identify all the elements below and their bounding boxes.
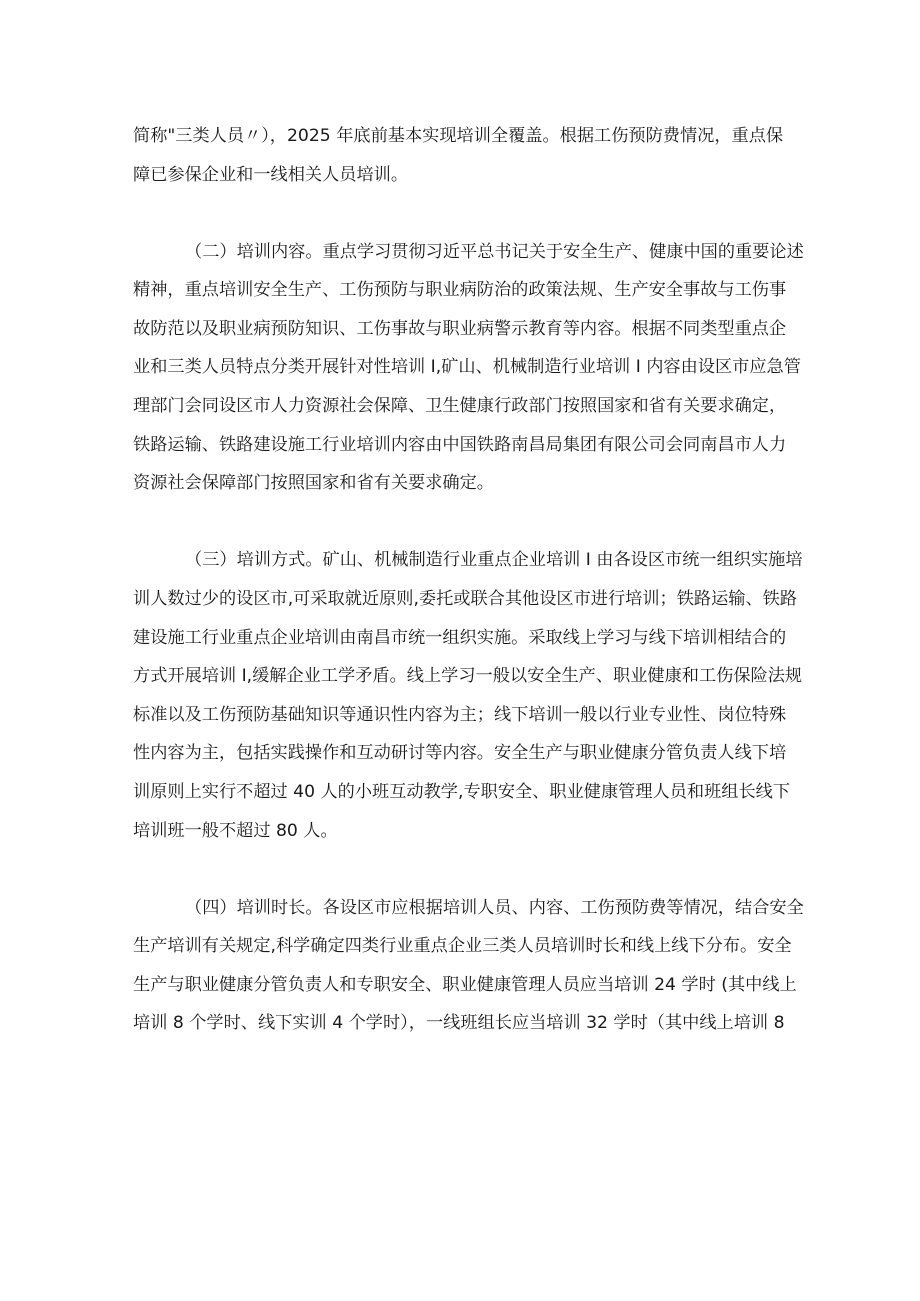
text-line: （二）培训内容。重点学习贯彻习近平总书记关于安全生产、健康中国的重要论述	[185, 241, 804, 262]
text-line: 资源社会保障部门按照国家和省有关要求确定。	[133, 473, 494, 494]
paragraph-training-content	[133, 233, 804, 503]
text-line: 业和三类人员特点分类开展针对性培训 I,矿山、机械制造行业培训 I 内容由设区市应急管	[133, 357, 801, 378]
text-line: 精神，重点培训安全生产、工伤预防与职业病防治的政策法规、生产安全事故与工伤事	[133, 280, 787, 301]
paragraph-gap	[133, 503, 800, 542]
text-line: 障已参保企业和一线相关人员培训。	[133, 164, 409, 185]
text-line: 性内容为主，包括实践操作和互动研讨等内容。安全生产与职业健康分管负责人线下培	[133, 743, 787, 764]
text-line: 建设施工行业重点企业培训由南昌市统一组织实施。采取线上学习与线下培训相结合的	[133, 627, 787, 648]
text-line: 生产与职业健康分管负责人和专职安全、职业健康管理人员应当培训 24 学时 (其中线上	[133, 974, 797, 995]
text-line: 生产培训有关规定,科学确定四类行业重点企业三类人员培训时长和线上线下分布。安全	[133, 936, 792, 957]
text-line: 简称"三类人员〃），2025 年底前基本实现培训全覆盖。根据工伤预防费情况，重点保	[133, 126, 784, 146]
paragraph-training-method	[133, 541, 803, 850]
text-line: 训人数过少的设区市,可采取就近原则,委托或联合其他设区市进行培训；铁路运输、铁路	[133, 588, 798, 609]
paragraph-training-duration	[133, 889, 804, 1043]
text-line: （四）培训时长。各设区市应根据培训人员、内容、工伤预防费等情况，结合安全	[185, 897, 804, 918]
paragraph-intro-continuation	[133, 117, 800, 194]
text-line: 方式开展培训 I,缓解企业工学矛盾。线上学习一般以安全生产、职业健康和工伤保险法规	[133, 666, 803, 687]
text-line: 训原则上实行不超过 40 人的小班互动教学,专职安全、职业健康管理人员和班组长线下	[133, 781, 791, 802]
text-line: 培训 8 个学时、线下实训 4 个学时），一线班组长应当培训 32 学时（其中线上培训 8	[133, 1013, 785, 1034]
paragraph-gap	[133, 850, 800, 889]
paragraph-gap	[133, 194, 800, 233]
text-line: 故防范以及职业病预防知识、工伤事故与职业病警示教育等内容。根据不同类型重点企	[133, 318, 787, 339]
text-line: 铁路运输、铁路建设施工行业培训内容由中国铁路南昌局集团有限公司会同南昌市人力	[133, 434, 787, 455]
text-line: 标准以及工伤预防基础知识等通识性内容为主；线下培训一般以行业专业性、岗位特殊	[133, 704, 787, 725]
text-line: （三）培训方式。矿山、机械制造行业重点企业培训 I 由各设区市统一组织实施培	[185, 550, 803, 571]
text-line: 培训班一般不超过 80 人。	[133, 820, 338, 841]
text-line: 理部门会同设区市人力资源社会保障、卫生健康行政部门按照国家和省有关要求确定，	[133, 396, 787, 417]
